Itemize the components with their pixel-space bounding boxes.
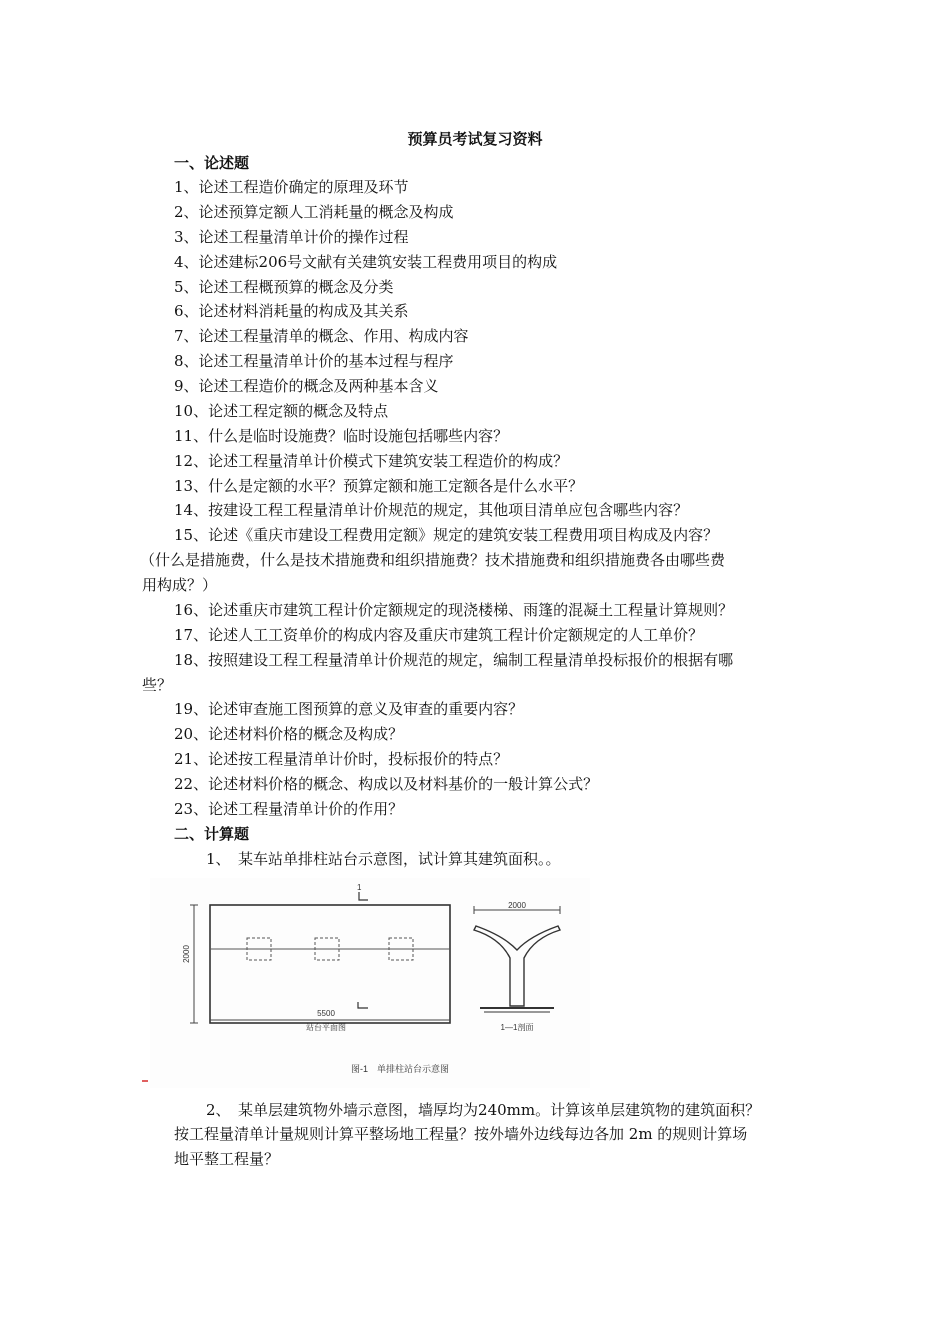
list-item: 8、论述工程量清单计价的基本过程与程序: [174, 352, 454, 370]
plan-label: 站台平面图: [306, 1023, 346, 1032]
list-item-continuation: 些？: [142, 676, 173, 694]
list-item: 11、什么是临时设施费？临时设施包括哪些内容？: [174, 427, 509, 445]
section-label: 1—1剖面: [500, 1023, 534, 1032]
section-heading-calculation: 二、计算题: [174, 825, 250, 843]
canopy-section: [474, 926, 560, 1006]
list-item: 10、论述工程定额的概念及特点: [174, 402, 389, 420]
section-heading-essay: 一、论述题: [174, 154, 250, 172]
station-diagram: [150, 878, 590, 1088]
figure-caption: 图-1 单排柱站台示意图: [350, 1064, 450, 1074]
section-width-label: 2000: [508, 901, 526, 910]
list-item: 20、论述材料价格的概念及构成？: [174, 725, 404, 743]
list-item-continuation: 用构成？）: [142, 576, 218, 594]
section-mark-top: [359, 892, 368, 900]
dimension-height-label: 2000: [182, 945, 191, 963]
list-item: 5、论述工程概预算的概念及分类: [174, 278, 394, 296]
page-title: 预算员考试复习资料: [407, 130, 543, 148]
list-item: 17、论述人工工资单价的构成内容及重庆市建筑工程计价定额规定的人工单价？: [174, 626, 704, 644]
list-item: 7、论述工程量清单的概念、作用、构成内容: [174, 327, 469, 345]
list-item: 6、论述材料消耗量的构成及其关系: [174, 302, 409, 320]
list-item: 15、论述《重庆市建设工程费用定额》规定的建筑安装工程费用项目构成及内容？: [174, 526, 719, 544]
calc-question-1: 1、 某车站单排柱站台示意图，试计算其建筑面积。。: [206, 850, 561, 868]
list-item: 2、论述预算定额人工消耗量的概念及构成: [174, 203, 454, 221]
list-item: 1、论述工程造价确定的原理及环节: [174, 178, 409, 196]
calc-question-2-continuation: 地平整工程量？: [174, 1150, 280, 1168]
station-figure: [150, 878, 590, 1088]
list-item: 18、按照建设工程工程量清单计价规范的规定，编制工程量清单投标报价的根据有哪: [174, 651, 734, 669]
section-mark-bottom: [358, 1002, 368, 1008]
platform-outline: [210, 905, 450, 1023]
list-item: 19、论述审查施工图预算的意义及审查的重要内容？: [174, 700, 524, 718]
dimension-width-label: 5500: [317, 1009, 335, 1018]
section-mark-label: 1: [357, 883, 362, 892]
list-item: 14、按建设工程工程量清单计价规范的规定，其他项目清单应包含哪些内容？: [174, 501, 689, 519]
list-item: 13、什么是定额的水平？预算定额和施工定额各是什么水平？: [174, 477, 584, 495]
calc-question-2: 2、 某单层建筑物外墙示意图，墙厚均为240mm。计算该单层建筑物的建筑面积？: [206, 1101, 761, 1119]
list-item: 9、论述工程造价的概念及两种基本含义: [174, 377, 439, 395]
list-item: 12、论述工程量清单计价模式下建筑安装工程造价的构成？: [174, 452, 569, 470]
list-item-continuation: （什么是措施费，什么是技术措施费和组织措施费？技术措施费和组织措施费各由哪些费: [140, 551, 726, 569]
list-item: 3、论述工程量清单计价的操作过程: [174, 228, 409, 246]
list-item: 21、论述按工程量清单计价时，投标报价的特点？: [174, 750, 509, 768]
scan-artifact: [142, 1080, 148, 1082]
list-item: 23、论述工程量清单计价的作用？: [174, 800, 404, 818]
calc-question-2-continuation: 按工程量清单计量规则计算平整场地工程量？按外墙外边线每边各加 2m 的规则计算场: [174, 1125, 748, 1143]
list-item: 22、论述材料价格的概念、构成以及材料基价的一般计算公式？: [174, 775, 599, 793]
list-item: 4、论述建标206号文献有关建筑安装工程费用项目的构成: [174, 253, 558, 271]
list-item: 16、论述重庆市建筑工程计价定额规定的现浇楼梯、雨篷的混凝土工程量计算规则？: [174, 601, 734, 619]
